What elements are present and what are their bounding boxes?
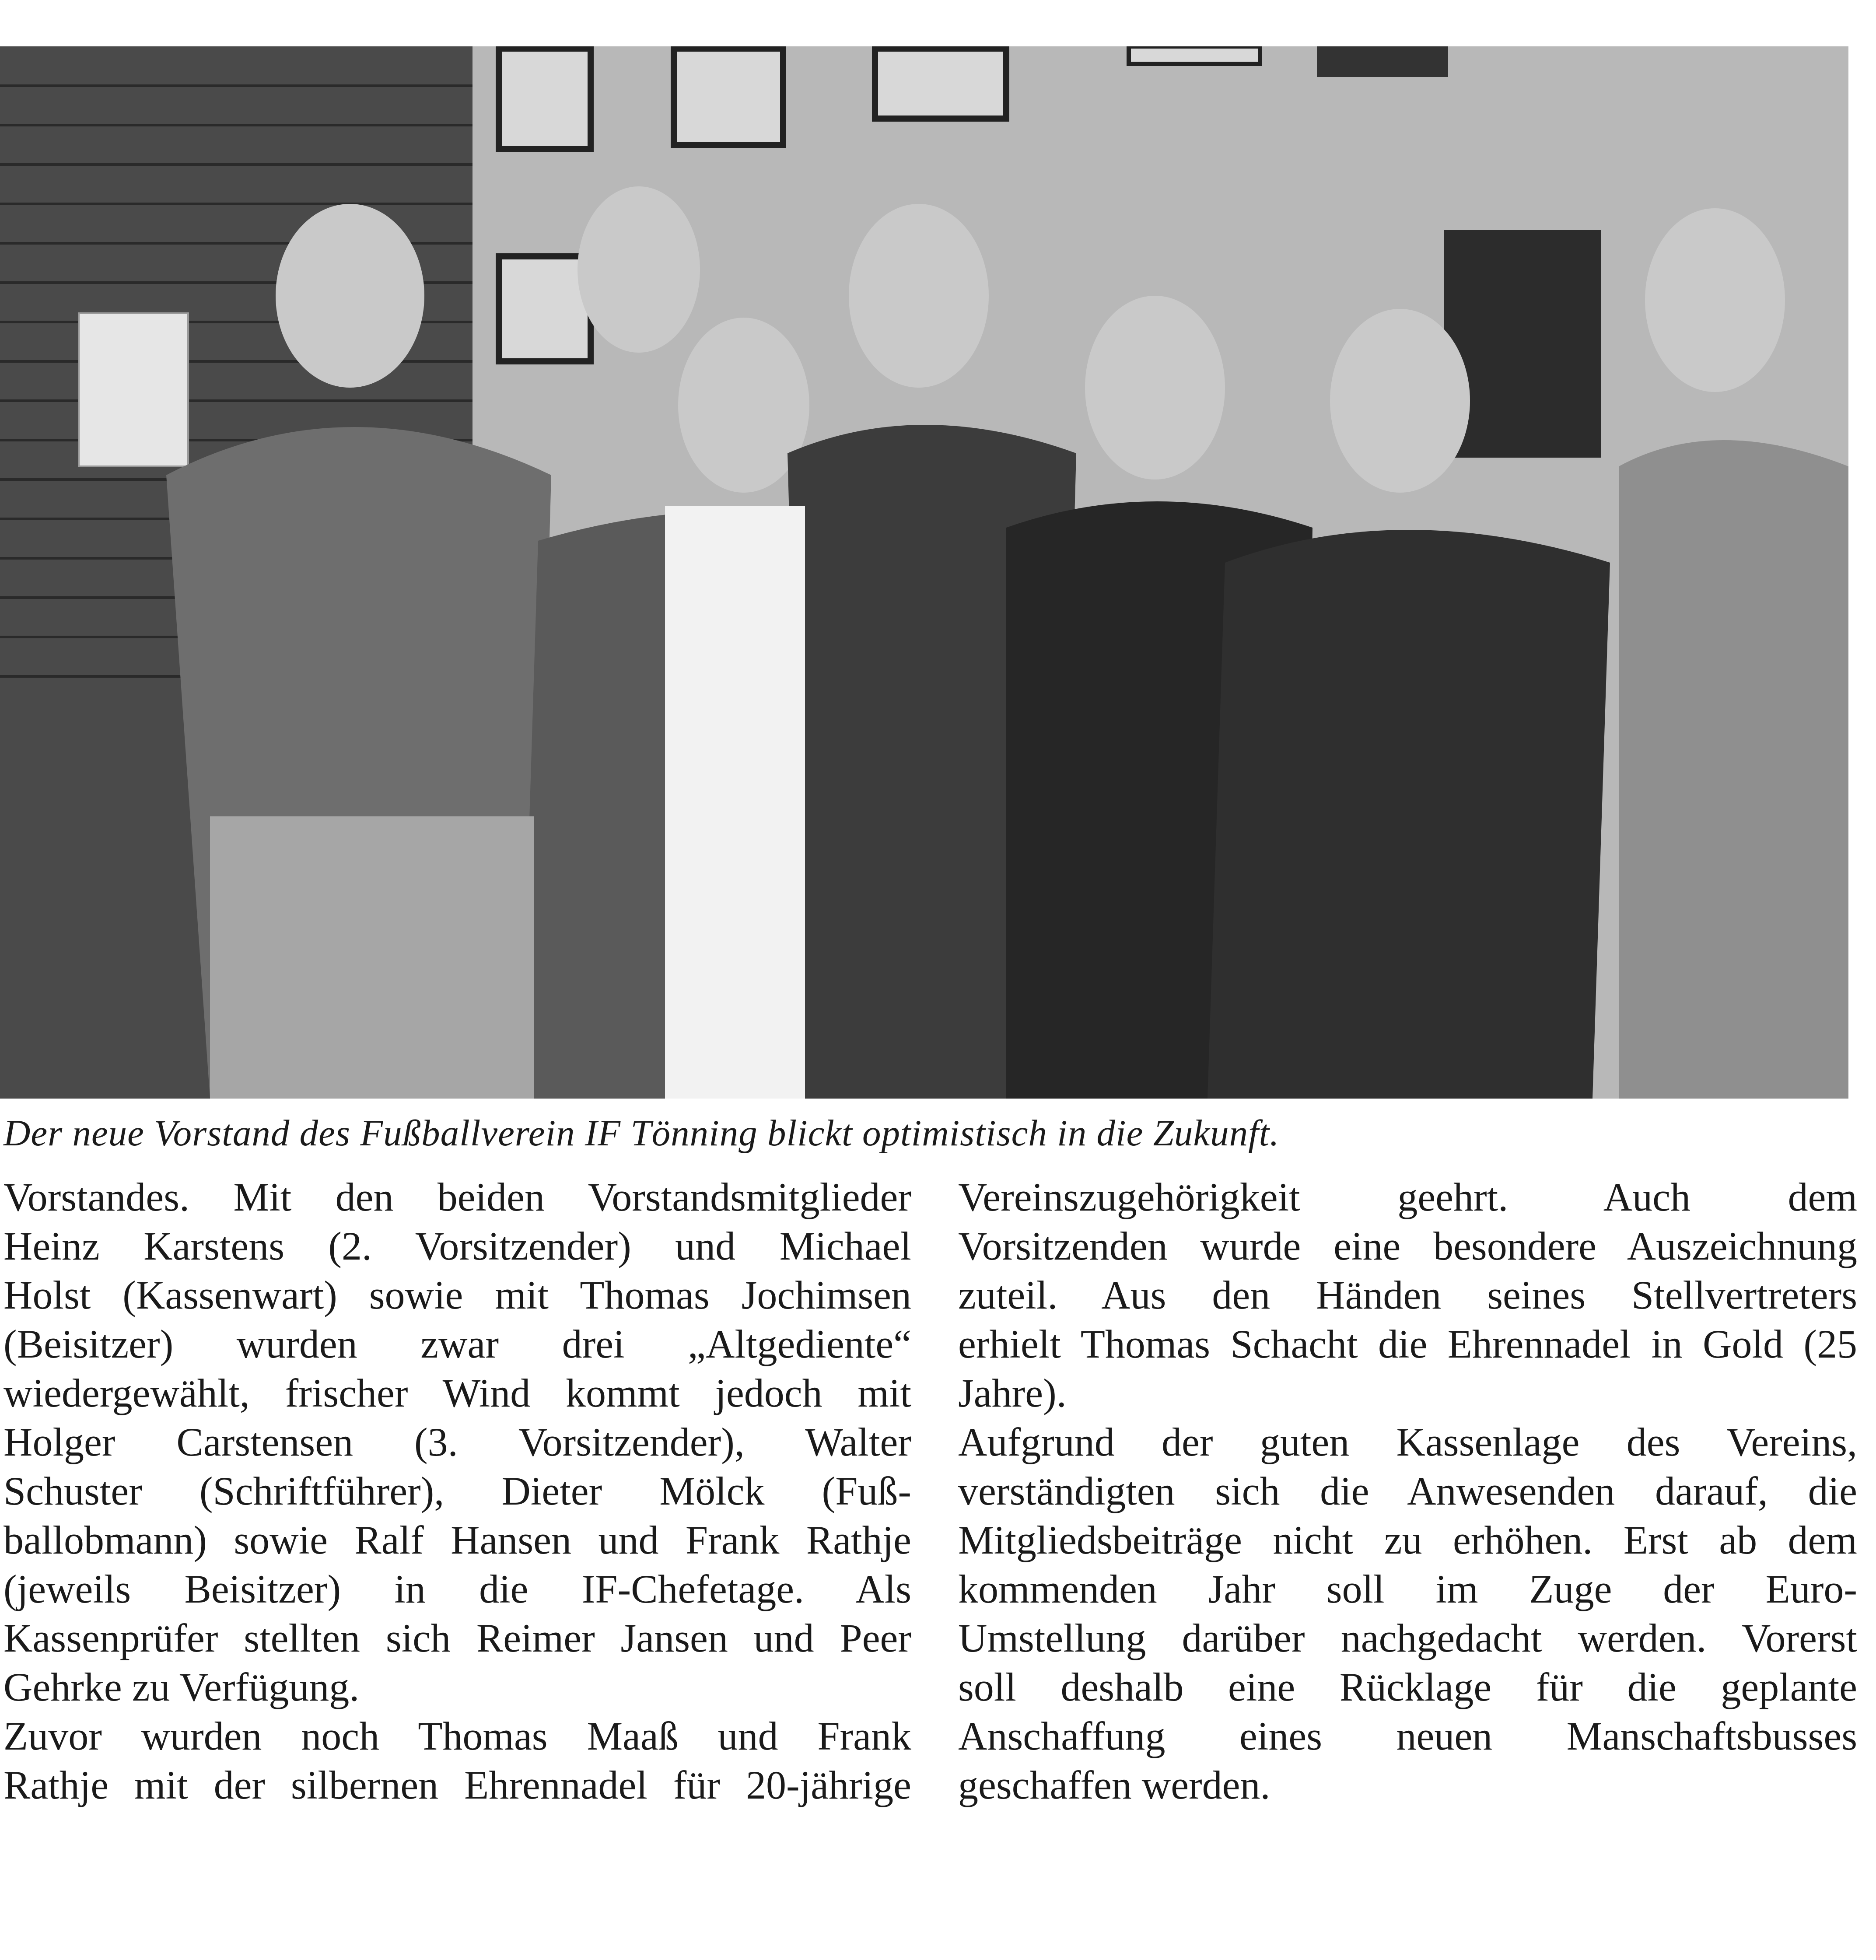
article-line: ballobmann) sowie Ralf Hansen und Frank Rathje [4, 1518, 911, 1562]
article-line: zuteil. Aus den Händen seines Stellvertreters [958, 1273, 1857, 1317]
photo-caption: Der neue Vorstand des Fußballverein IF Tönning blickt optimistisch in die Zukunft. [4, 1113, 1280, 1154]
article-line: Holger Carstensen (3. Vorsitzender), Walter [4, 1420, 911, 1464]
article-line: Heinz Karstens (2. Vorsitzender) und Michael [4, 1224, 911, 1268]
article-line: Vereinszugehörigkeit geehrt. Auch dem [958, 1175, 1857, 1219]
article-line: geschaffen werden. [958, 1763, 1270, 1807]
article-line: wiedergewählt, frischer Wind kommt jedoch mit [4, 1371, 911, 1415]
article-line: Zuvor wurden noch Thomas Maaß und Frank [4, 1714, 911, 1758]
group-photo [0, 46, 1848, 1099]
article-line: Kassenprüfer stellten sich Reimer Jansen und Peer [4, 1616, 911, 1660]
article-line: Umstellung darüber nachgedacht werden. Vorerst [958, 1616, 1857, 1660]
article-column-left [4, 1172, 911, 1810]
article-column-right [958, 1172, 1857, 1810]
article-line: Mitgliedsbeiträge nicht zu erhöhen. Erst ab dem [958, 1518, 1857, 1562]
article-line: Holst (Kassenwart) sowie mit Thomas Jochimsen [4, 1273, 911, 1317]
article-line: kommenden Jahr soll im Zuge der Euro- [958, 1567, 1857, 1611]
article-line: verständigten sich die Anwesenden darauf, die [958, 1469, 1857, 1513]
article-line: Rathje mit der silbernen Ehrennadel für 20-jährige [4, 1763, 911, 1807]
article-line: Vorsitzenden wurde eine besondere Auszeichnung [958, 1224, 1857, 1268]
article-line: (jeweils Beisitzer) in die IF-Chefetage. Als [4, 1567, 911, 1611]
group-photo-illustration [0, 46, 1848, 1099]
article-line: Schuster (Schriftführer), Dieter Mölck (Fuß- [4, 1469, 911, 1513]
article-line: Vorstandes. Mit den beiden Vorstandsmitglieder [4, 1175, 911, 1219]
article-line: Anschaffung eines neuen Manschaftsbusses [958, 1714, 1857, 1758]
article-line: soll deshalb eine Rücklage für die geplante [958, 1665, 1857, 1709]
article-line: Gehrke zu Verfügung. [4, 1665, 360, 1709]
article-line: erhielt Thomas Schacht die Ehrennadel in Gold (25 [958, 1322, 1857, 1366]
article-line: (Beisitzer) wurden zwar drei „Altgediente“ [4, 1322, 911, 1366]
article-line: Jahre). [958, 1371, 1067, 1415]
article-line: Aufgrund der guten Kassenlage des Vereins, [958, 1420, 1857, 1464]
